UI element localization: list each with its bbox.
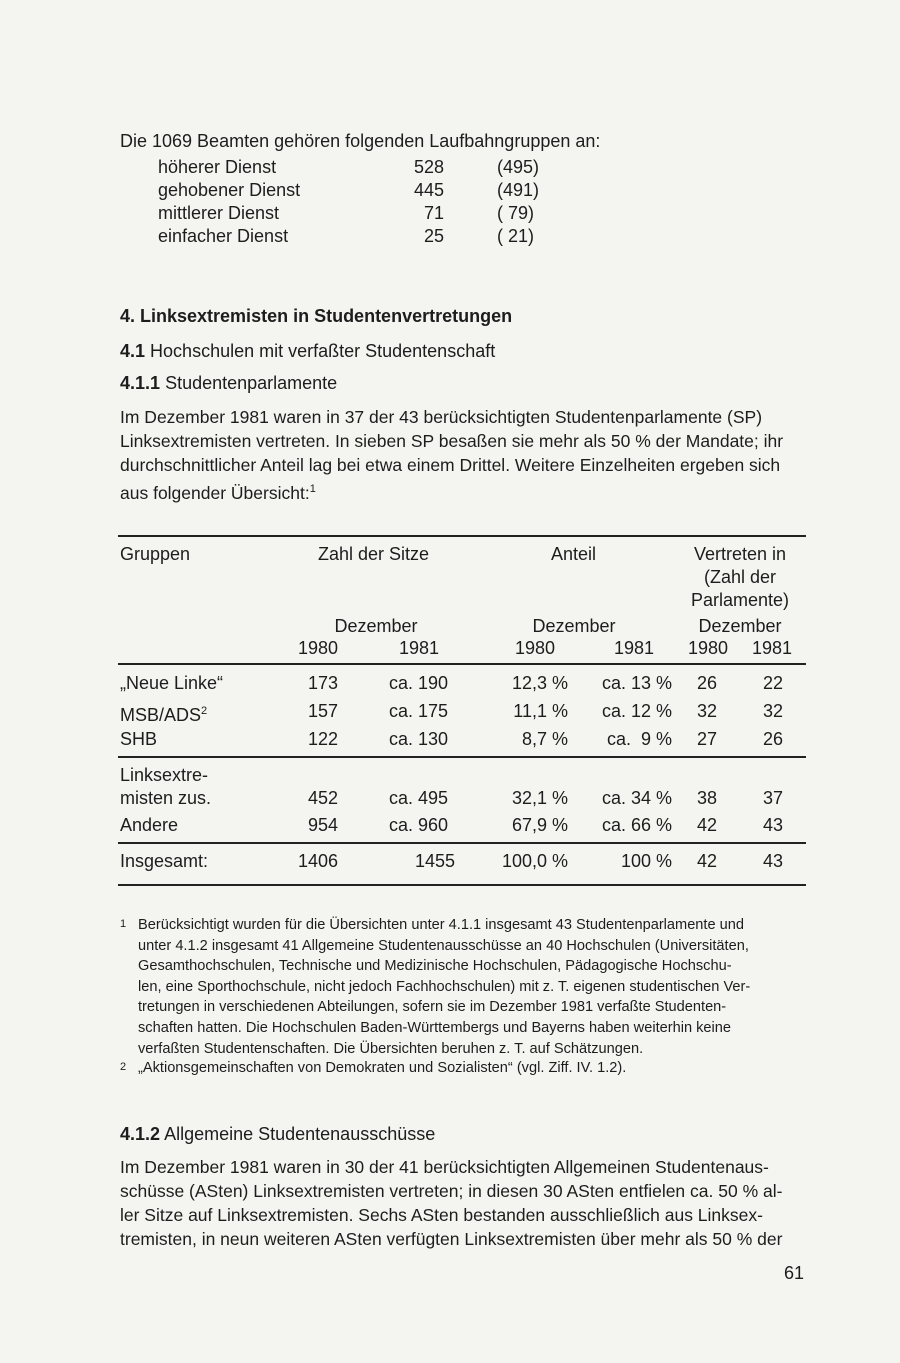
section-4-1-1-heading [120, 372, 337, 395]
vertreten-1981: 43 [762, 851, 783, 871]
row-label: „Neue Linke“ [120, 673, 224, 693]
paragraph-line [120, 477, 810, 505]
anteil-1981: ca. 13 % [601, 673, 672, 693]
career-name: einfacher Dienst [158, 226, 289, 246]
header-year-1981: 1981 [614, 638, 655, 658]
footnote-2 [120, 1058, 810, 1080]
vertreten-1980: 32 [696, 701, 717, 721]
career-count: 528 [413, 157, 444, 177]
footnote-line: unter 4.1.2 insgesamt 41 Allgemeine Studentenausschüsse an 40 Hochschulen (Universitäten, [138, 937, 749, 954]
anteil-1981: ca. 34 % [601, 788, 672, 808]
career-row [158, 226, 558, 249]
career-name: gehobener Dienst [158, 180, 301, 200]
vertreten-1981: 22 [762, 673, 783, 693]
page-number: 61 [784, 1263, 805, 1283]
row-label: SHB [120, 729, 158, 749]
anteil-1980: 12,3 % [511, 673, 568, 693]
footnote-ref: 2 [201, 705, 208, 717]
row-label: Linksextre- [120, 765, 209, 785]
vertreten-1981: 26 [762, 729, 783, 749]
footnote-mark: 2 [120, 1061, 127, 1073]
header-gruppen: Gruppen [120, 544, 191, 564]
sitze-1980: 1406 [297, 851, 338, 871]
paragraph-line: schüsse (ASten) Linksextremisten vertreten; in diesen 30 ASten entfielen ca. 50 % al- [120, 1181, 783, 1201]
anteil-1980: 100,0 % [501, 851, 568, 871]
paragraph-line: tremisten, in neun weiteren ASten verfügten Linksextremisten über mehr als 50 % der [120, 1229, 783, 1249]
paragraph-studentenparlamente [120, 405, 810, 505]
footnote-body [138, 1058, 626, 1079]
paragraph-line: durchschnittlicher Anteil lag bei etwa einem Drittel. Weitere Einzelheiten ergeben sich [120, 455, 781, 475]
paragraph-line: ler Sitze auf Linksextremisten. Sechs ASten bestanden ausschließlich aus Linksex- [120, 1205, 763, 1225]
career-name: mittlerer Dienst [158, 203, 280, 223]
career-prev: (495) [497, 157, 540, 177]
paragraph-asten [120, 1155, 810, 1251]
vertreten-1981: 32 [762, 701, 783, 721]
table-total-rule [118, 842, 806, 844]
table-bottom-rule [118, 884, 806, 886]
career-count: 71 [423, 203, 444, 223]
section-4-1-2-heading [120, 1123, 435, 1146]
footnote-line: Berücksichtigt wurden für die Übersichten unter 4.1.1 insgesamt 43 Studentenparlamente und [138, 917, 744, 933]
anteil-1981: ca. 12 % [601, 701, 672, 721]
header-year-1980: 1980 [515, 638, 556, 658]
header-year-1980: 1980 [298, 638, 339, 658]
career-row [158, 180, 558, 203]
section-4-heading: 4. Linksextremisten in Studentenvertretungen [120, 306, 513, 326]
career-prev: ( 79) [497, 203, 535, 223]
vertreten-1980: 27 [696, 729, 717, 749]
career-name: höherer Dienst [158, 157, 277, 177]
sitze-1980: 173 [307, 673, 338, 693]
section-4-1-heading [120, 340, 495, 363]
footnote-line: Gesamthochschulen, Technische und Medizinische Hochschulen, Pädagogische Hochschu- [138, 958, 732, 975]
sitze-1980: 452 [307, 788, 338, 808]
header-year-1981: 1981 [752, 638, 793, 658]
row-label: Andere [120, 815, 179, 835]
sitze-1980: 954 [307, 815, 338, 835]
section-title: Hochschulen mit verfaßter Studentenschaft [150, 341, 496, 361]
vertreten-1980: 42 [696, 815, 717, 835]
vertreten-1981: 43 [762, 815, 783, 835]
sitze-1980: 122 [307, 729, 338, 749]
intro-text: Die 1069 Beamten gehören folgenden Laufbahngruppen an: [120, 131, 601, 151]
paragraph-line: Im Dezember 1981 waren in 37 der 43 berücksichtigten Studentenparlamente (SP) [120, 407, 763, 427]
paragraph-line: Linksextremisten vertreten. In sieben SP besaßen sie mehr als 50 % der Mandate; ihr [120, 431, 784, 451]
anteil-1981: 100 % [620, 851, 672, 871]
header-year-1981: 1981 [399, 638, 440, 658]
anteil-1981: ca. 9 % [606, 729, 672, 749]
footnote-line: „Aktionsgemeinschaften von Demokraten und Sozialisten“ (vgl. Ziff. IV. 1.2). [138, 1060, 627, 1076]
row-label: Insgesamt: [120, 851, 209, 871]
career-row [158, 157, 558, 180]
anteil-1980: 8,7 % [521, 729, 568, 749]
table-top-rule [118, 535, 806, 537]
header-dezember: Dezember [532, 616, 616, 636]
header-dezember: Dezember [334, 616, 418, 636]
footnote-line: verfaßten Studentenschaften. Die Übersichten beruhen z. T. auf Schätzungen. [138, 1040, 644, 1057]
footnote-mark: 1 [120, 918, 127, 930]
footnote-line: len, eine Sporthochschule, nicht jedoch Fachhochschulen) mit z. T. eigenen studentischen Ver- [138, 978, 751, 995]
sitze-1980: 157 [307, 701, 338, 721]
sitze-1981: ca. 190 [388, 673, 448, 693]
vertreten-1981: 37 [762, 788, 783, 808]
career-prev: (491) [497, 180, 540, 200]
row-label-text: MSB/ADS [120, 705, 202, 725]
anteil-1981: ca. 66 % [601, 815, 672, 835]
header-vertreten-2: (Zahl der [703, 567, 777, 587]
header-vertreten-3: Parlamente) [690, 590, 790, 610]
row-label: misten zus. [120, 788, 212, 808]
career-row [158, 203, 558, 226]
anteil-1980: 32,1 % [511, 788, 568, 808]
sitze-1981: 1455 [414, 851, 455, 871]
footnote-1 [120, 915, 810, 1065]
table-mid-rule [118, 756, 806, 758]
vertreten-1980: 26 [696, 673, 717, 693]
paragraph-text: aus folgender Übersicht: [120, 482, 310, 503]
section-number: 4.1.2 [120, 1124, 161, 1144]
footnote-body [138, 915, 750, 1059]
section-number: 4.1.1 [120, 373, 161, 393]
career-prev: ( 21) [497, 226, 535, 246]
section-title: Studentenparlamente [165, 373, 338, 393]
header-anteil: Anteil [551, 544, 597, 564]
header-dezember: Dezember [698, 616, 782, 636]
footnote-line: tretungen in verschiedenen Abteilungen, sofern sie im Dezember 1981 verfaßte Studenten- [138, 999, 727, 1016]
footnote-line: schaften hatten. Die Hochschulen Baden-Württembergs und Bayerns haben weiterhin keine [138, 1019, 732, 1036]
sitze-1981: ca. 495 [388, 788, 448, 808]
vertreten-1980: 42 [696, 851, 717, 871]
sitze-1981: ca. 175 [388, 701, 448, 721]
paragraph-line: Im Dezember 1981 waren in 30 der 41 berücksichtigten Allgemeinen Studentenaus- [120, 1157, 769, 1177]
row-label [120, 700, 207, 726]
career-count: 445 [413, 180, 444, 200]
header-sitze: Zahl der Sitze [318, 544, 430, 564]
sitze-1981: ca. 960 [388, 815, 448, 835]
section-title: Allgemeine Studentenausschüsse [164, 1124, 436, 1144]
header-year-1980: 1980 [688, 638, 729, 658]
career-count: 25 [423, 226, 444, 246]
section-number: 4.1 [120, 341, 146, 361]
anteil-1980: 11,1 % [513, 701, 568, 721]
sitze-1981: ca. 130 [388, 729, 448, 749]
table-header-rule [118, 663, 806, 665]
anteil-1980: 67,9 % [511, 815, 568, 835]
footnote-ref: 1 [309, 483, 316, 495]
header-vertreten-1: Vertreten in [693, 544, 787, 564]
vertreten-1980: 38 [696, 788, 717, 808]
